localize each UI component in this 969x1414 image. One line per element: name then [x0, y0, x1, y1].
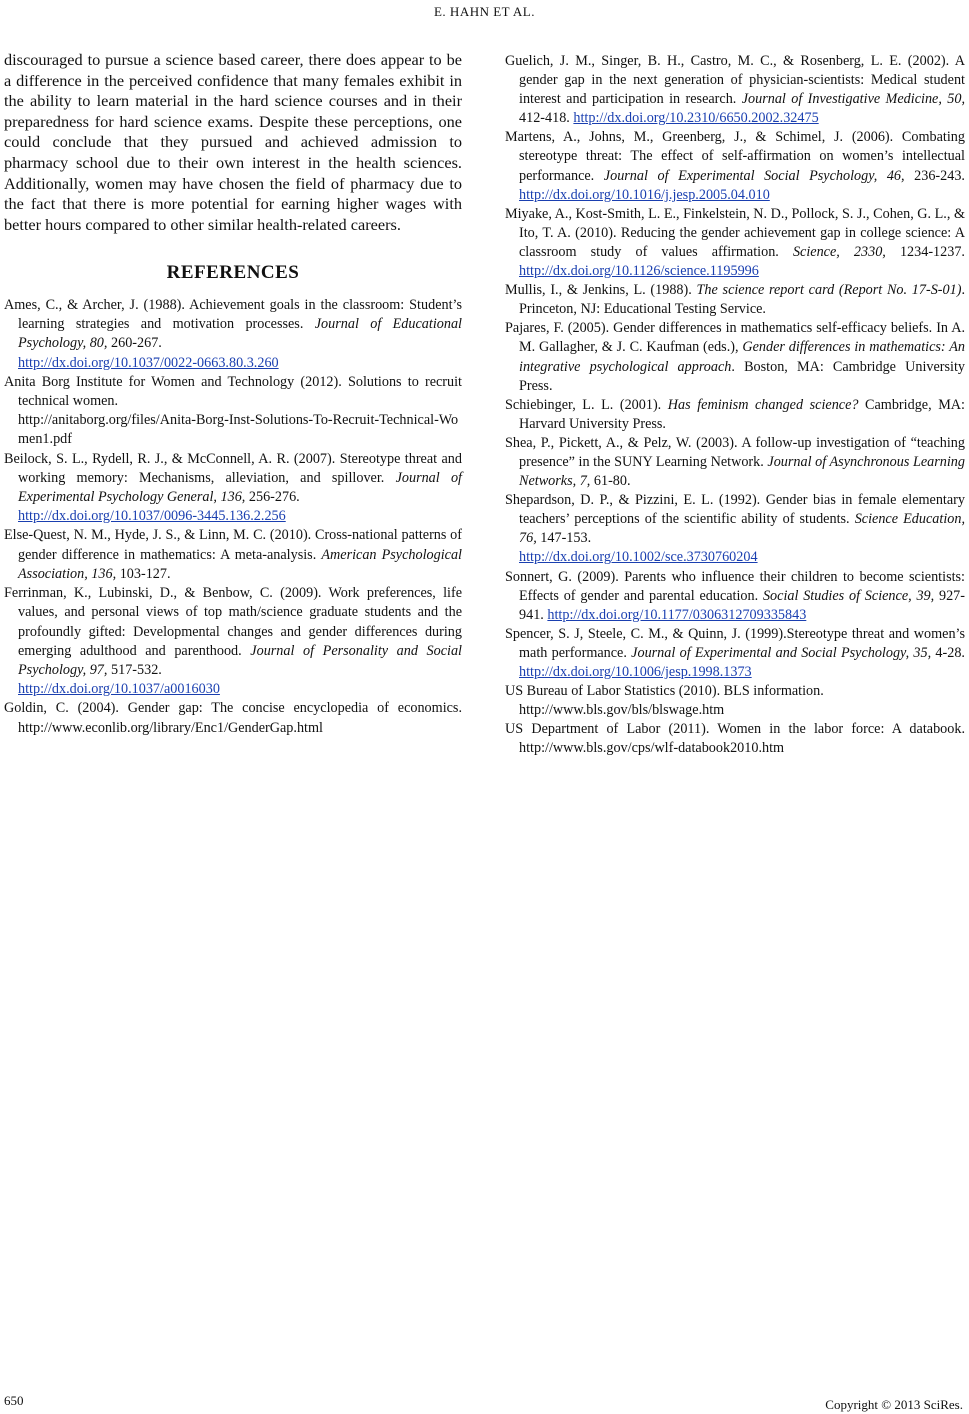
- reference-text: Ferrinman, K., Lubinski, D., & Benbow, C. (2009). Work preferences, life values, and personal views of top math/science graduate students and the profoundly gifted: Developmental changes and gender differences during emerging adulthood and parenthood.: [4, 585, 462, 659]
- running-head: E. HAHN ET AL.: [433, 4, 535, 19]
- reference-text: Spencer, S. J, Steele, C. M., & Quinn, J. (1999).Stereotype threat and women’s math performance.: [505, 625, 965, 661]
- reference-journal: Science, 2330,: [792, 243, 886, 260]
- reference-entry: [505, 396, 965, 434]
- reference-pages: 61-80.: [590, 473, 631, 490]
- reference-entry: [4, 526, 462, 584]
- reference-doi-link[interactable]: http://dx.doi.org/10.1002/sce.3730760204: [519, 549, 758, 566]
- reference-doi-link[interactable]: http://dx.doi.org/10.1037/0022-0663.80.3.260: [18, 354, 279, 371]
- reference-text: US Bureau of Labor Statistics (2010). BLS information.: [505, 683, 824, 700]
- reference-entry: [505, 682, 965, 720]
- reference-text: Schiebinger, L. L. (2001).: [505, 396, 668, 413]
- reference-pages: Cambridge, MA: Harvard University Press.: [519, 396, 965, 432]
- reference-text: Beilock, S. L., Rydell, R. J., & McConnell, A. R. (2007). Stereotype threat and working memory: Mechanisms, alleviation, and spillover.: [4, 450, 462, 486]
- reference-journal: Social Studies of Science, 39,: [762, 587, 935, 604]
- reference-entry: [505, 434, 965, 491]
- reference-pages: 103-127.: [116, 565, 171, 582]
- reference-doi-link[interactable]: http://dx.doi.org/10.1016/j.jesp.2005.04.010: [519, 186, 770, 203]
- reference-journal: Journal of Asynchronous Learning Networks, 7,: [519, 453, 965, 490]
- reference-url: http://www.bls.gov/bls/blswage.htm: [519, 702, 725, 719]
- reference-entry: [4, 373, 462, 450]
- reference-doi-link[interactable]: http://dx.doi.org/10.2310/6650.2002.32475: [573, 110, 819, 127]
- reference-text: US Department of Labor (2011). Women in the labor force: A databook. http://www.bls.gov/cps/wlf-databook2010.htm: [505, 721, 965, 757]
- reference-pages: . Princeton, NJ: Educational Testing Service.: [519, 282, 965, 318]
- reference-pages: 517-532.: [107, 661, 162, 678]
- reference-entry: [4, 450, 462, 527]
- reference-url: http://anitaborg.org/files/Anita-Borg-Inst-Solutions-To-Recruit-Technical-Women1.pdf: [18, 412, 459, 448]
- reference-doi-link[interactable]: http://dx.doi.org/10.1006/jesp.1998.1373: [519, 664, 752, 680]
- reference-doi-link[interactable]: http://dx.doi.org/10.1177/0306312709335843: [547, 606, 807, 623]
- reference-journal: Journal of Experimental and Social Psychology, 35,: [631, 644, 932, 661]
- reference-pages: 256-276.: [245, 489, 300, 506]
- reference-text: Sonnert, G. (2009). Parents who influence their children to become scientists: Effects of gender and parental education.: [505, 568, 965, 604]
- reference-text: Ames, C., & Archer, J. (1988). Achievement goals in the classroom: Student’s learning strategies and motivation processes.: [4, 297, 462, 333]
- reference-journal: Journal of Experimental Psychology General, 136,: [18, 469, 462, 506]
- reference-pages: 260-267.: [107, 335, 162, 352]
- references-list-right: [505, 52, 965, 758]
- reference-text: Goldin, C. (2004). Gender gap: The concise encyclopedia of economics. http://www.econlib.org/library/Enc1/GenderGap.html: [4, 700, 462, 736]
- reference-text: Anita Borg Institute for Women and Technology (2012). Solutions to recruit technical women.: [4, 373, 462, 410]
- reference-journal: Journal of Investigative Medicine, 50,: [741, 91, 966, 108]
- reference-text: Mullis, I., & Jenkins, L. (1988).: [505, 282, 697, 299]
- left-column: [4, 50, 462, 738]
- reference-journal: Journal of Educational Psychology, 80,: [18, 316, 462, 352]
- reference-entry: [505, 720, 965, 758]
- body-paragraph: discouraged to pursue a science based career, there does appear to be a difference in the perceived confidence that many females exhibit in the ability to learn material in the hard science courses and in their preparedness for hard science exams. Despite these perceptions, one could conclude that they pursued and achieved admission to pharmacy school due to their own interest in the health sciences. Additionally, women may have chosen the field of pharmacy due to the fact that there is more potential for earning higher wages with better hours compared to other similar health-related careers.: [4, 50, 462, 234]
- reference-text: Shea, P., Pickett, A., & Pelz, W. (2003). A follow-up investigation of “teaching presence” in the SUNY Learning Network.: [505, 434, 965, 470]
- reference-doi-link[interactable]: http://dx.doi.org/10.1037/a0016030: [18, 681, 220, 698]
- reference-text: Miyake, A., Kost-Smith, L. E., Finkelstein, N. D., Pollock, S. J., Cohen, G. L., & Ito, T. A. (2010). Reducing the gender achievement gap in college science: A classroom study of values affirmation.: [505, 205, 965, 260]
- reference-entry: [505, 205, 965, 281]
- reference-text: Pajares, F. (2005). Gender differences in mathematics self-efficacy beliefs. In A. M. Gallagher, & J. C. Kaufman (eds.),: [505, 320, 965, 356]
- reference-entry: [505, 491, 965, 567]
- reference-journal: Journal of Personality and Social Psychology, 97,: [18, 642, 462, 678]
- reference-journal: American Psychological Association, 136,: [18, 546, 462, 582]
- reference-journal: Gender differences in mathematics: An integrative psychological approach: [519, 339, 965, 375]
- copyright-notice: Copyright © 2013 SciRes.: [825, 1397, 963, 1412]
- reference-entry: [505, 625, 965, 682]
- references-list-left: [4, 296, 462, 738]
- reference-doi-link[interactable]: http://dx.doi.org/10.1037/0096-3445.136.2.256: [18, 508, 286, 525]
- reference-journal: Has feminism changed science?: [667, 396, 859, 413]
- reference-pages: . Boston, MA: Cambridge University Press.: [519, 358, 965, 394]
- references-heading: REFERENCES: [166, 262, 300, 284]
- reference-entry: [505, 128, 965, 204]
- reference-text: Martens, A., Johns, M., Greenberg, J., & Schimel, J. (2006). Combating stereotype threat: The effect of self-affirmation on women’s intellectual performance.: [505, 129, 965, 184]
- reference-text: Guelich, J. M., Singer, B. H., Castro, M. C., & Rosenberg, L. E. (2002). A gender gap in the next generation of physician-scientists: Medical student interest and participation in research.: [505, 53, 965, 108]
- reference-journal: Journal of Experimental Social Psychology, 46,: [603, 167, 905, 184]
- reference-entry: [4, 699, 462, 737]
- reference-pages: 412-418.: [519, 110, 574, 127]
- reference-journal: Science Education, 76,: [519, 511, 965, 547]
- reference-pages: 4-28.: [931, 644, 965, 661]
- reference-entry: [505, 52, 965, 128]
- reference-pages: 147-153.: [536, 530, 592, 547]
- reference-pages: 1234-1237.: [885, 243, 965, 260]
- reference-entry: [4, 296, 462, 373]
- reference-journal: The science report card (Report No. 17-S-01): [696, 282, 962, 299]
- reference-entry: [505, 281, 965, 319]
- reference-entry: [4, 584, 462, 699]
- reference-pages: 927-941.: [519, 587, 965, 623]
- reference-text: Else-Quest, N. M., Hyde, J. S., & Linn, M. C. (2010). Cross-national patterns of gender difference in mathematics: A meta-analysis.: [4, 527, 462, 563]
- page-number: 650: [4, 1393, 24, 1408]
- right-column: [505, 52, 965, 758]
- reference-entry: [505, 319, 965, 395]
- reference-doi-link[interactable]: http://dx.doi.org/10.1126/science.1195996: [519, 263, 759, 280]
- reference-entry: [505, 568, 965, 625]
- reference-pages: 236-243.: [904, 167, 965, 184]
- reference-text: Shepardson, D. P., & Pizzini, E. L. (1992). Gender bias in female elementary teachers’ perceptions of the scientific ability of students.: [505, 492, 965, 528]
